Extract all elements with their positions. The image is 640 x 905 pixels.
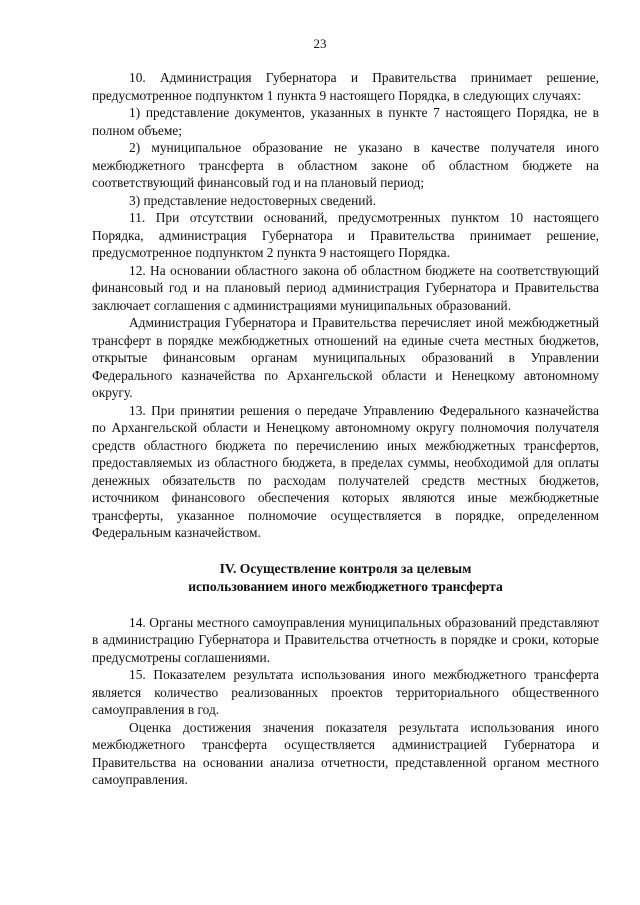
paragraph-15: 15. Показателем результата использования иного межбюджетного трансферта является количество реализованных проектов территориального общественного самоуправления в год. [92,667,599,717]
paragraph-10: 10. Администрация Губернатора и Правительства принимает решение, предусмотренное подпунктом 1 пункта 9 настоящего Порядка, в следующих случаях: [92,70,599,103]
paragraph-14: 14. Органы местного самоуправления муниципальных образований представляют в администрацию Губернатора и Правительства отчетность в порядке и сроки, которые предусмотрены соглашениями. [92,614,599,665]
paragraph-12-continued: Администрация Губернатора и Правительства перечисляет иной межбюджетный трансферт в порядке межбюджетных отношений на единые счета местных бюджетов, открытые финансовым органам муниципальных образований в Управлении Федерального казначейства по Архангельской области и Ненецкому автономному округу. [92,315,599,400]
paragraph-10-item-1: 1) представление документов, указанных в пункте 7 настоящего Порядка, не в полном объеме; [92,105,599,138]
paragraph-15-continued: Оценка достижения значения показателя результата использования иного межбюджетного трансферта осуществляется администрацией Губернатора и Правительства на основании анализа отчетности, представленной органом местного самоуправления. [92,719,599,787]
paragraph-12: 12. На основании областного закона об областном бюджете на соответствующий финансовый год и на плановый период администрация Губернатора и Правительства заключает соглашения с администрациями муниципальных образований. [92,262,599,313]
section-heading [92,560,599,596]
section-heading-line-2: использованием иного межбюджетного трансферта [188,578,503,594]
document-body [92,69,599,789]
paragraph-10-item-2: 2) муниципальное образование не указано в качестве получателя иного межбюджетного трансферта в областном законе об областном бюджете на соответствующий финансовый год и на плановый период; [92,140,599,190]
paragraph-11: 11. При отсутствии оснований, предусмотренных пунктом 10 настоящего Порядка, администрация Губернатора и Правительства принимает решение, предусмотренное подпунктом 2 пункта 9 настоящего Порядка. [92,210,599,260]
page-number: 23 [313,36,327,51]
paragraph-10-item-3: 3) представление недостоверных сведений. [129,192,376,208]
paragraph-13: 13. При принятии решения о передаче Управлению Федерального казначейства по Архангельской области и Ненецкому автономному округу полномочия получателя средств областного бюджета по перечислению иных межбюджетных трансфертов, предоставляемых из областного бюджета, в пределах суммы, необходимой для оплаты денежных обязательств по расходам получателей средств местных бюджетов, источником финансового обеспечения которых являются иные межбюджетные трансферты, указанное полномочие осуществляется в порядке, определенном Федеральным казначейством. [92,402,599,540]
section-heading-line-1: IV. Осуществление контроля за целевым [219,560,472,576]
